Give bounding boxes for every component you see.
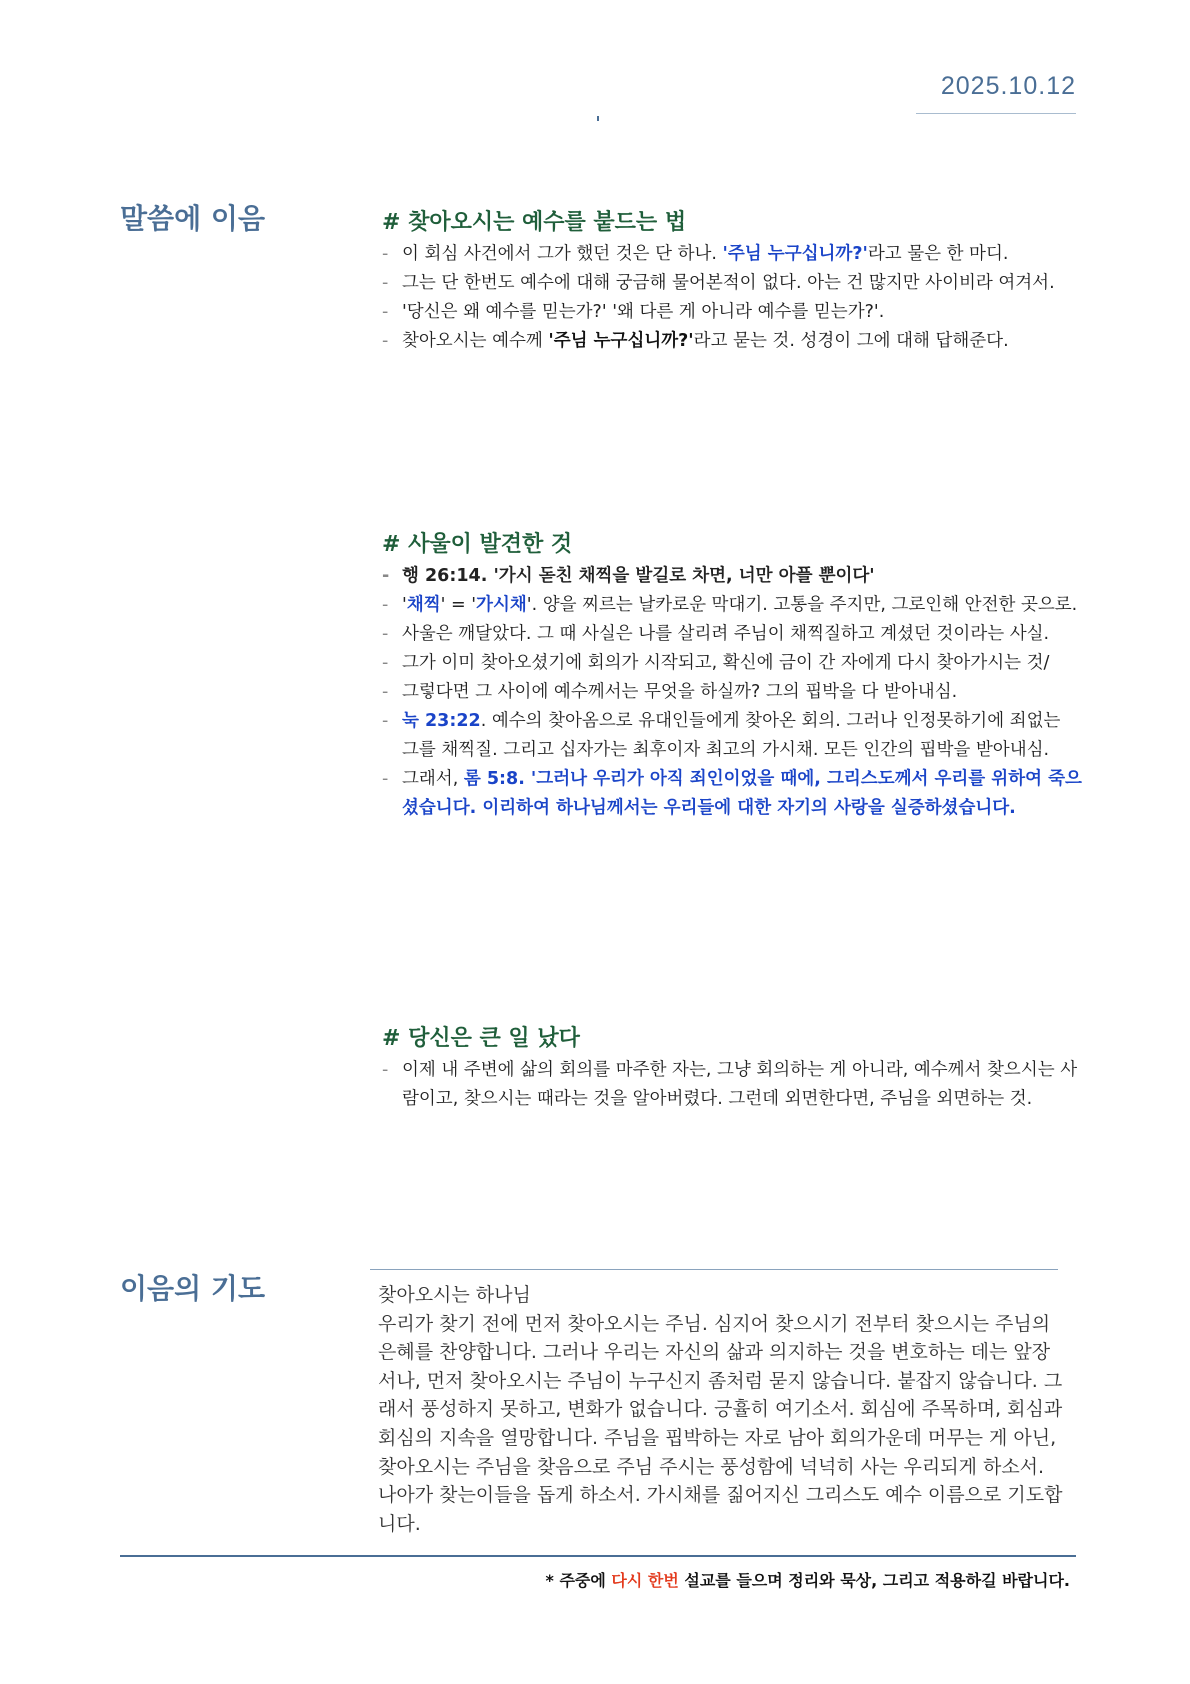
sermon-block-1 — [382, 208, 1082, 356]
section-title-prayer: 이음의 기도 — [120, 1272, 265, 1305]
quote-text: 채찍 — [406, 595, 441, 615]
quote-text: 눅 23:22 — [402, 711, 481, 731]
list-item — [382, 765, 1082, 823]
list-item: - 이제 내 주변에 삶의 회의를 마주한 자는, 그냥 회의하는 게 아니라, 예수께서 찾으시는 사람이고, 찾으시는 때라는 것을 알아버렸다. 그런데 외면한다면, 주님을 외면하는 것. — [382, 1056, 1082, 1114]
list-item: - 그가 이미 찾아오셨기에 회의가 시작되고, 확신에 금이 간 자에게 다시 찾아가시는 것/ — [382, 649, 1082, 678]
date-underline — [916, 113, 1076, 114]
prayer-text — [378, 1281, 1068, 1538]
decorative-mark — [597, 116, 599, 121]
list-item: - '당신은 왜 예수를 믿는가?' '왜 다른 게 아니라 예수를 믿는가?'. — [382, 298, 1082, 327]
block-2-heading: # 사울이 발견한 것 — [382, 532, 573, 557]
date: 2025.10.12 — [940, 72, 1076, 100]
text: . 예수의 찾아옴으로 유대인들에게 찾아온 회의. 그러나 인정못하기에 죄없는 그를 채찍질. 그리고 십자가는 최후이자 최고의 가시채. 모든 인간의 핍박을 받아내심. — [402, 711, 1061, 760]
block-2-list — [382, 562, 1082, 823]
list-item — [382, 707, 1082, 765]
text: 라고 묻는 것. 성경이 그에 대해 답해준다. — [693, 331, 1009, 351]
prayer-title-line: 찾아오시는 하나님 — [378, 1284, 531, 1306]
sermon-block-3 — [382, 1024, 1082, 1114]
prayer-divider — [370, 1269, 1058, 1270]
prayer-body: 우리가 찾기 전에 먼저 찾아오시는 주님. 심지어 찾으시기 전부터 찾으시는 주님의 은혜를 찬양합니다. 그러나 우리는 자신의 삶과 의지하는 것을 변호하는 데는 앞장서나, 먼저 찾아오시는 주님이 누구신지 좀처럼 묻지 않습니다. 붙잡지 않습니다. 그래서 풍성하지 못하고, 변화가 없습니다. 긍휼히 여기소서. 회심에 주목하며, 회심과 회심의 지속을 열망합니다. 주님을 핍박하는 자로 남아 회의가운데 머무는 게 아닌, 찾아오시는 주님을 찾음으로 주님 주시는 풍성함에 넉넉히 사는 우리되게 하소서. 나아가 찾는이들을 돕게 하소서. 가시채를 짊어지신 그리스도 예수 이름으로 기도합니다. — [378, 1312, 1063, 1535]
block-1-list — [382, 240, 1082, 356]
text: 찾아오시는 예수께 — [402, 331, 549, 351]
text: 설교를 들으며 정리와 묵상, 그리고 적용하길 바랍니다. — [678, 1571, 1070, 1590]
list-item — [382, 240, 1082, 269]
list-item — [382, 327, 1082, 356]
text: 그래서, — [402, 769, 464, 789]
footer-divider — [120, 1555, 1076, 1557]
quote-text: 롬 5:8. '그러나 우리가 아직 죄인이었을 때에, 그리스도께서 우리를 위하여 죽으셨습니다. 이리하여 하나님께서는 우리들에 대한 자기의 사랑을 실증하셨습니다. — [402, 769, 1082, 818]
text: 라고 물은 한 마디. — [867, 244, 1009, 264]
list-item — [382, 591, 1082, 620]
quote-text: 가시채 — [476, 595, 527, 615]
text: ' — [402, 595, 407, 615]
text: ' = ' — [440, 595, 477, 615]
text: 이 회심 사건에서 그가 했던 것은 단 하나. — [402, 244, 723, 264]
highlight-text: 다시 한번 — [611, 1571, 679, 1590]
block-3-list — [382, 1056, 1082, 1114]
list-item: - 그렇다면 그 사이에 예수께서는 무엇을 하실까? 그의 핍박을 다 받아내심. — [382, 678, 1082, 707]
text: '. 양을 찌르는 날카로운 막대기. 고통을 주지만, 그로인해 안전한 곳으로. — [526, 595, 1078, 615]
bold-text: '주님 누구십니까?' — [548, 331, 694, 351]
section-title-word: 말씀에 이음 — [120, 202, 265, 235]
block-3-heading: # 당신은 큰 일 났다 — [382, 1026, 580, 1051]
text: * 주중에 — [545, 1571, 612, 1590]
quote-text: '주님 누구십니까?' — [722, 244, 868, 264]
footnote — [546, 1568, 1070, 1591]
list-item: - 그는 단 한번도 예수에 대해 궁금해 물어본적이 없다. 아는 건 많지만 사이비라 여겨서. — [382, 269, 1082, 298]
list-item: - 행 26:14. '가시 돋친 채찍을 발길로 차면, 너만 아플 뿐이다' — [382, 562, 1082, 591]
sermon-block-2 — [382, 530, 1082, 823]
list-item: - 사울은 깨달았다. 그 때 사실은 나를 살리려 주님이 채찍질하고 계셨던 것이라는 사실. — [382, 620, 1082, 649]
block-1-heading: # 찾아오시는 예수를 붙드는 법 — [382, 210, 687, 235]
